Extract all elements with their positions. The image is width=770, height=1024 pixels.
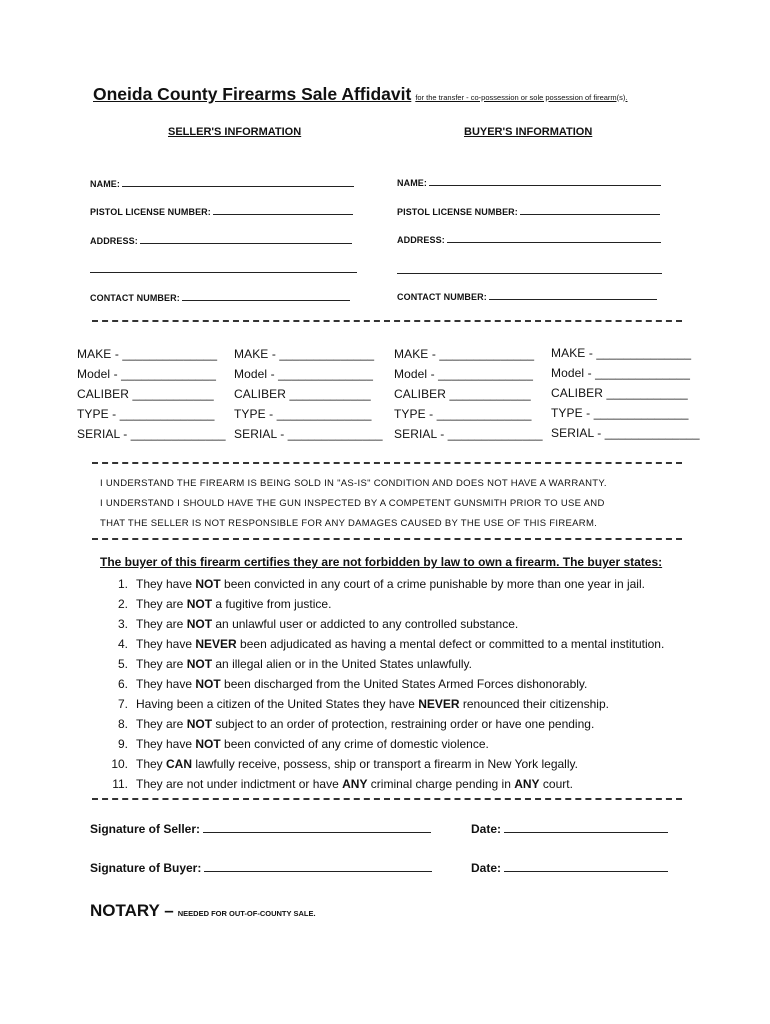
as-is-disclaimer [100,474,607,534]
item-text: They are [136,597,187,611]
item-text: They have [136,737,196,751]
item-text: They are [136,657,187,671]
buyer-address-line[interactable] [447,233,661,243]
buyer-name-field[interactable] [397,176,661,188]
item-number: 9. [117,737,128,751]
firearm-model[interactable]: Model - ______________ [551,366,690,380]
firearm-caliber[interactable]: CALIBER ____________ [551,386,688,400]
firearm-column-4[interactable] [551,346,700,446]
item-emphasis: NOT [186,717,213,731]
buyer-address-field[interactable] [397,233,661,245]
item-text: been adjudicated as having a mental defect or committed to a mental institution. [236,637,665,651]
item-text: They have [136,637,196,651]
firearm-type[interactable]: TYPE - ______________ [551,406,689,420]
firearm-serial[interactable]: SERIAL - ______________ [394,427,543,441]
certification-item [100,674,664,694]
firearm-type[interactable]: TYPE - ______________ [234,407,372,421]
item-emphasis: NEVER [418,697,460,711]
seller-name-label: NAME: [90,179,120,189]
item-number: 2. [117,597,128,611]
item-text: a fugitive from justice. [212,597,332,611]
buyer-heading: BUYER'S INFORMATION [464,126,593,138]
seller-address-field[interactable] [90,234,352,246]
certification-item [100,614,664,634]
item-text: court. [539,777,573,791]
divider-1 [92,320,682,322]
notary-label: NOTARY – [90,901,174,920]
item-text: They are [136,617,187,631]
item-text: an unlawful user or addicted to any controlled substance. [212,617,519,631]
item-emphasis: NOT [186,657,213,671]
item-emphasis: ANY [342,777,368,791]
firearm-serial[interactable]: SERIAL - ______________ [551,426,700,440]
disclaimer-line: I UNDERSTAND THE FIREARM IS BEING SOLD IN "AS-IS" CONDITION AND DOES NOT HAVE A WARRANTY. [100,478,607,489]
buyer-license-label: PISTOL LICENSE NUMBER: [397,207,518,217]
item-text: They [136,757,167,771]
item-emphasis: NOT [195,677,221,691]
firearm-make[interactable]: MAKE - ______________ [77,347,218,361]
seller-license-label: PISTOL LICENSE NUMBER: [90,207,211,217]
buyer-contact-line[interactable] [489,290,657,300]
item-number: 8. [117,717,128,731]
seller-signature-line[interactable] [203,821,431,833]
buyer-address-label: ADDRESS: [397,235,445,245]
seller-address-label: ADDRESS: [90,236,138,246]
seller-license-line[interactable] [213,205,353,215]
buyer-license-line[interactable] [520,205,660,215]
item-text: been discharged from the United States Armed Forces dishonorably. [220,677,588,691]
buyer-signature-label: Signature of Buyer: [90,861,202,875]
certification-item [100,694,664,714]
firearm-column-1[interactable] [77,347,226,447]
firearm-column-3[interactable] [394,347,543,447]
divider-4 [92,798,682,800]
item-emphasis: NOT [186,617,213,631]
seller-contact-field[interactable] [90,291,350,303]
disclaimer-line: I UNDERSTAND I SHOULD HAVE THE GUN INSPECTED BY A COMPETENT GUNSMITH PRIOR TO USE AND [100,498,605,509]
firearm-model[interactable]: Model - ______________ [394,367,533,381]
firearm-type[interactable]: TYPE - ______________ [394,407,532,421]
firearm-serial[interactable]: SERIAL - ______________ [234,427,383,441]
seller-license-field[interactable] [90,205,353,217]
item-text: subject to an order of protection, restraining order or have one pending. [212,717,595,731]
firearm-model[interactable]: Model - ______________ [77,367,216,381]
firearm-make[interactable]: MAKE - ______________ [551,346,692,360]
divider-3 [92,538,682,540]
buyer-date-label: Date: [471,861,502,875]
certification-item [100,574,664,594]
item-emphasis: NOT [195,577,221,591]
notary-note: NEEDED FOR OUT-OF-COUNTY SALE. [177,909,316,918]
item-text: criminal charge pending in [367,777,515,791]
buyer-signature-line[interactable] [204,860,432,872]
buyer-license-field[interactable] [397,205,660,217]
item-text: They have [136,577,196,591]
title-subtitle: for the transfer - co-possession or sole possession of firearm(s). [415,93,628,102]
notary-section [90,901,316,921]
firearm-type[interactable]: TYPE - ______________ [77,407,215,421]
item-number: 3. [117,617,128,631]
disclaimer-line: THAT THE SELLER IS NOT RESPONSIBLE FOR ANY DAMAGES CAUSED BY THE USE OF THIS FIREARM. [100,518,598,529]
buyer-name-line[interactable] [429,176,661,186]
firearm-make[interactable]: MAKE - ______________ [234,347,375,361]
seller-signature-field[interactable] [90,821,431,836]
certification-item [100,734,664,754]
buyer-date-field[interactable] [471,860,668,875]
certification-item [100,754,664,774]
item-number: 7. [117,697,128,711]
firearm-serial[interactable]: SERIAL - ______________ [77,427,226,441]
buyer-address-line-2[interactable] [397,272,662,274]
title-text: Oneida County Firearms Sale Affidavit [93,84,412,104]
seller-address-line[interactable] [140,234,352,244]
buyer-contact-label: CONTACT NUMBER: [397,292,487,302]
buyer-contact-field[interactable] [397,290,657,302]
firearm-column-2[interactable] [234,347,383,447]
certification-list [100,574,664,794]
certification-item [100,634,664,654]
seller-contact-label: CONTACT NUMBER: [90,293,180,303]
seller-date-field[interactable] [471,821,668,836]
seller-heading: SELLER'S INFORMATION [168,126,302,138]
item-emphasis: CAN [166,757,193,771]
seller-address-line-2[interactable] [90,271,357,273]
item-emphasis: NEVER [195,637,237,651]
item-number: 5. [117,657,128,671]
firearm-caliber[interactable]: CALIBER ____________ [234,387,371,401]
buyer-name-label: NAME: [397,178,427,188]
item-number: 1. [117,577,128,591]
document-title [93,84,628,105]
item-text: They are not under indictment or have [136,777,343,791]
firearm-caliber[interactable]: CALIBER ____________ [394,387,531,401]
item-text: Having been a citizen of the United States they have [136,697,419,711]
item-number: 11. [112,777,128,791]
item-text: They are [136,717,187,731]
certification-item [100,774,664,794]
item-text: an illegal alien or in the United States unlawfully. [212,657,472,671]
certification-item [100,714,664,734]
seller-name-line[interactable] [122,177,354,187]
seller-date-label: Date: [471,822,502,836]
certification-item [100,654,664,674]
item-text: been convicted in any court of a crime punishable by more than one year in jail. [220,577,645,591]
certification-item [100,594,664,614]
firearm-model[interactable]: Model - ______________ [234,367,373,381]
item-number: 6. [117,677,128,691]
buyer-date-line[interactable] [504,860,668,872]
item-text: renounced their citizenship. [459,697,609,711]
item-number: 4. [117,637,128,651]
seller-date-line[interactable] [504,821,668,833]
item-text: They have [136,677,196,691]
seller-signature-label: Signature of Seller: [90,822,201,836]
item-text: lawfully receive, possess, ship or transport a firearm in New York legally. [192,757,578,771]
item-number: 10. [111,757,128,771]
item-text: been convicted of any crime of domestic violence. [220,737,489,751]
buyer-signature-field[interactable] [90,860,432,875]
item-emphasis: NOT [195,737,221,751]
item-emphasis: NOT [186,597,213,611]
item-emphasis: ANY [514,777,540,791]
certification-heading: The buyer of this firearm certifies they are not forbidden by law to own a firearm. The buyer states: [100,555,663,569]
firearm-make[interactable]: MAKE - ______________ [394,347,535,361]
divider-2 [92,462,682,464]
seller-contact-line[interactable] [182,291,350,301]
firearm-caliber[interactable]: CALIBER ____________ [77,387,214,401]
seller-name-field[interactable] [90,177,354,189]
